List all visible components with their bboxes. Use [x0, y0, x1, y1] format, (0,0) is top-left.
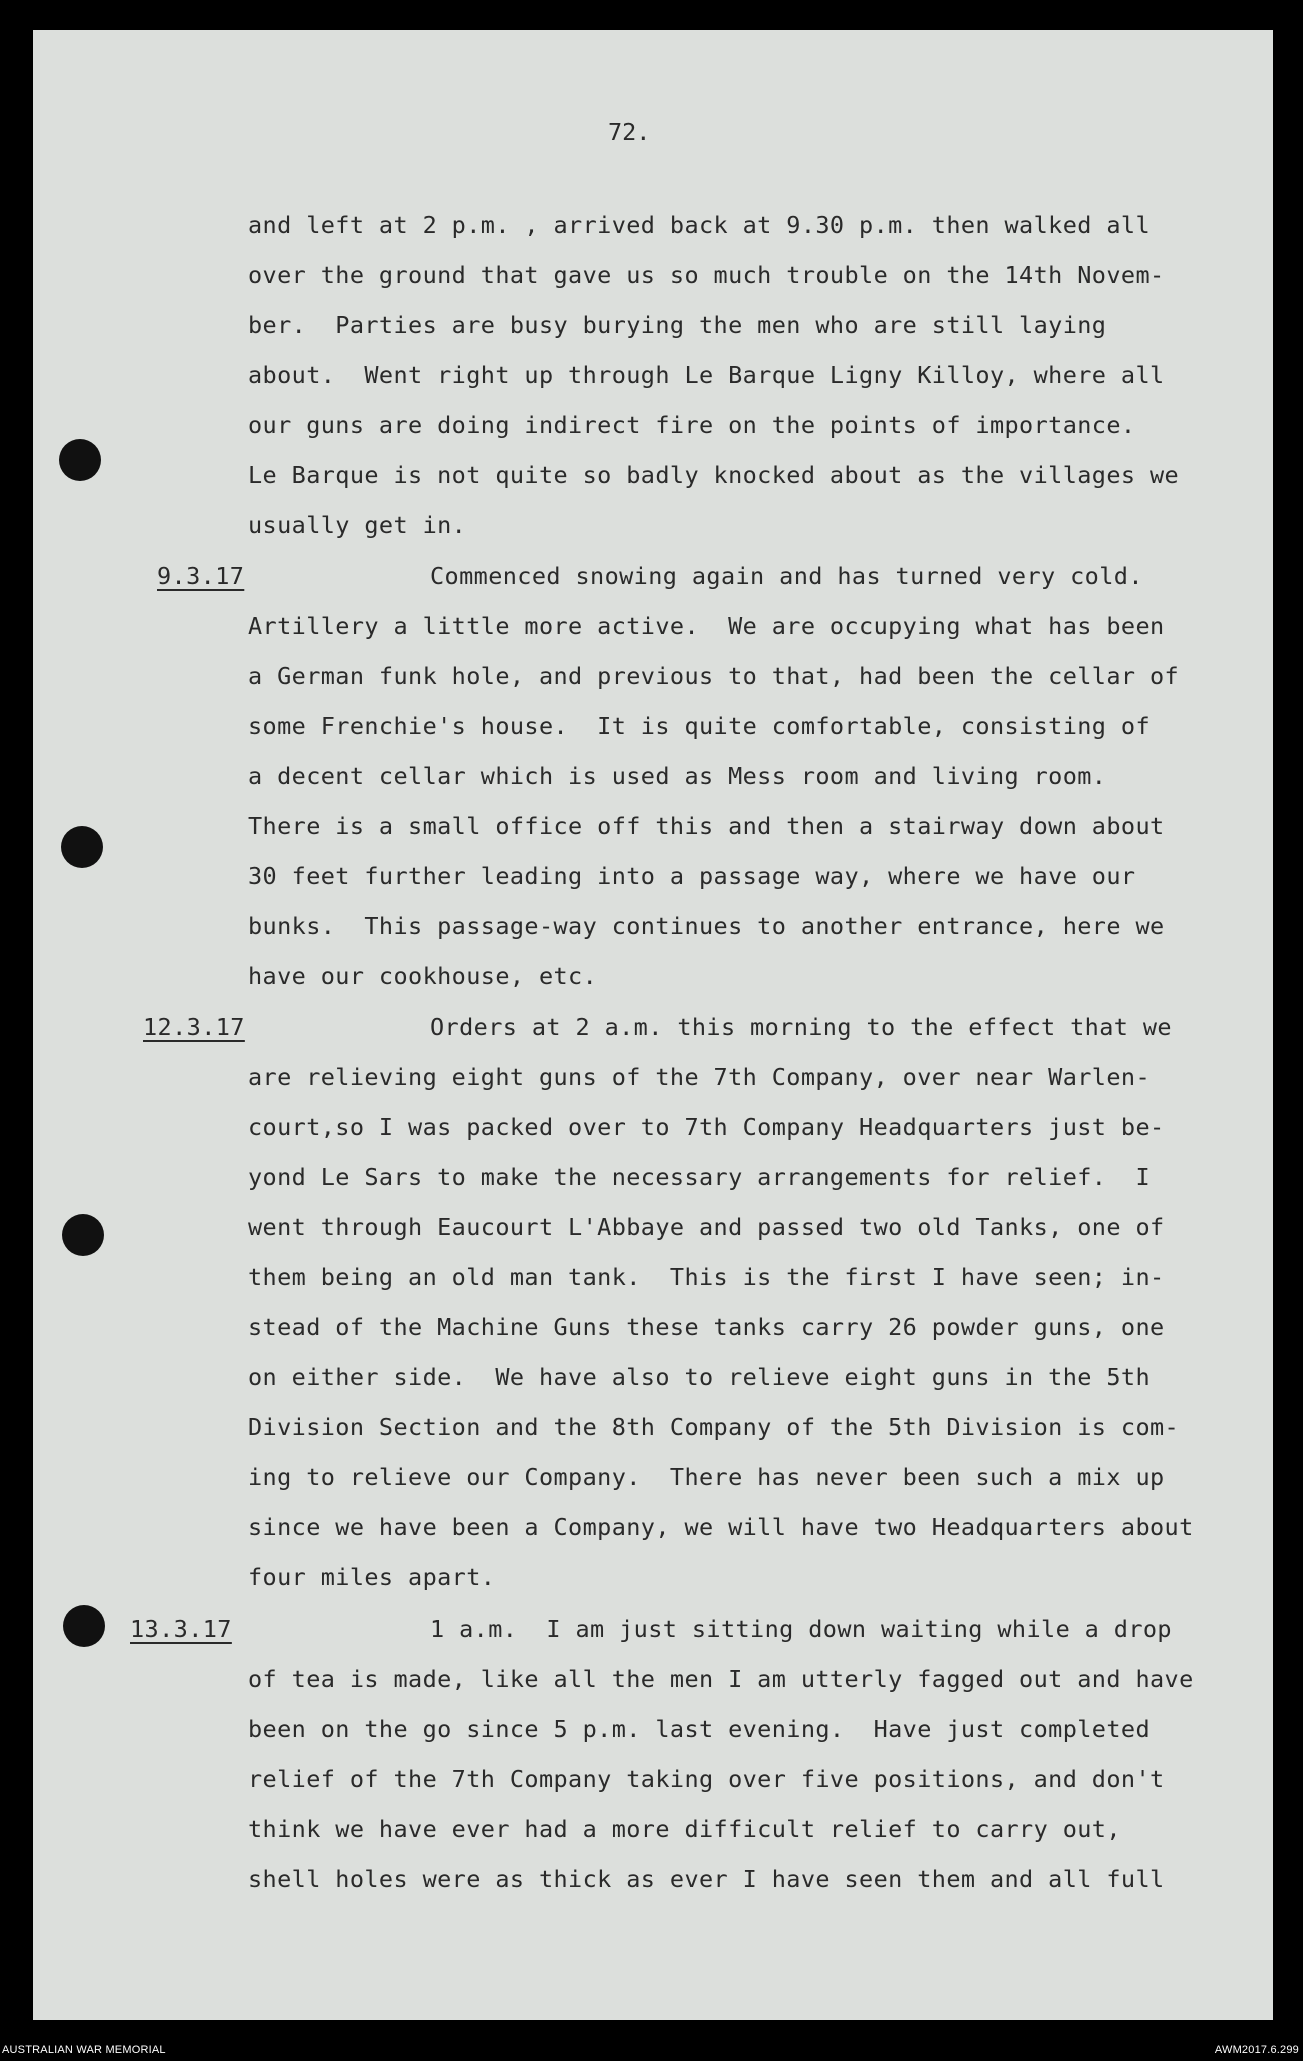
text-line: There is a small office off this and then a stairway down about — [248, 812, 1165, 840]
text-line: ing to relieve our Company. There has never been such a mix up — [248, 1463, 1165, 1491]
punch-hole-icon — [59, 439, 101, 481]
text-line: of tea is made, like all the men I am utterly fagged out and have — [248, 1665, 1194, 1693]
text-line: relief of the 7th Company taking over five positions, and don't — [248, 1765, 1165, 1793]
punch-hole-icon — [61, 826, 103, 868]
text-line: yond Le Sars to make the necessary arrangements for relief. I — [248, 1163, 1150, 1191]
text-line: our guns are doing indirect fire on the points of importance. — [248, 411, 1136, 439]
entry-date: 9.3.17 — [157, 562, 245, 590]
text-line: them being an old man tank. This is the first I have seen; in- — [248, 1263, 1165, 1291]
punch-hole-icon — [63, 1605, 105, 1647]
text-line: Commenced snowing again and has turned very cold. — [430, 562, 1143, 590]
text-line: on either side. We have also to relieve eight guns in the 5th — [248, 1363, 1150, 1391]
text-line: are relieving eight guns of the 7th Company, over near Warlen- — [248, 1063, 1150, 1091]
archive-reference: AWM2017.6.299 — [1214, 2044, 1299, 2056]
text-line: 30 feet further leading into a passage way, where we have our — [248, 862, 1136, 890]
text-line: 1 a.m. I am just sitting down waiting while a drop — [430, 1615, 1172, 1643]
text-line: bunks. This passage-way continues to another entrance, here we — [248, 912, 1165, 940]
text-line: stead of the Machine Guns these tanks carry 26 powder guns, one — [248, 1313, 1165, 1341]
text-line: some Frenchie's house. It is quite comfortable, consisting of — [248, 712, 1150, 740]
text-line: went through Eaucourt L'Abbaye and passed two old Tanks, one of — [248, 1213, 1165, 1241]
entry-date: 13.3.17 — [130, 1615, 232, 1643]
text-line: Division Section and the 8th Company of the 5th Division is com- — [248, 1413, 1180, 1441]
text-line: Orders at 2 a.m. this morning to the effect that we — [430, 1013, 1172, 1041]
page-number: 72. — [608, 118, 651, 146]
text-line: and left at 2 p.m. , arrived back at 9.30 p.m. then walked all — [248, 211, 1150, 239]
text-line: have our cookhouse, etc. — [248, 962, 598, 990]
text-line: shell holes were as thick as ever I have seen them and all full — [248, 1865, 1165, 1893]
text-line: a German funk hole, and previous to that, had been the cellar of — [248, 662, 1180, 690]
text-line: four miles apart. — [248, 1563, 496, 1591]
text-line: think we have ever had a more difficult relief to carry out, — [248, 1815, 1121, 1843]
entry-date: 12.3.17 — [143, 1013, 245, 1041]
text-line: been on the go since 5 p.m. last evening. Have just completed — [248, 1715, 1150, 1743]
text-line: ber. Parties are busy burying the men who are still laying — [248, 311, 1107, 339]
archive-credit: AUSTRALIAN WAR MEMORIAL — [2, 2044, 166, 2056]
text-line: over the ground that gave us so much trouble on the 14th Novem- — [248, 261, 1165, 289]
text-line: usually get in. — [248, 511, 467, 539]
text-line: about. Went right up through Le Barque Ligny Killoy, where all — [248, 361, 1165, 389]
text-line: since we have been a Company, we will have two Headquarters about — [248, 1513, 1194, 1541]
punch-hole-icon — [62, 1214, 104, 1256]
text-line: court,so I was packed over to 7th Company Headquarters just be- — [248, 1113, 1165, 1141]
text-line: a decent cellar which is used as Mess room and living room. — [248, 762, 1107, 790]
text-line: Artillery a little more active. We are occupying what has been — [248, 612, 1165, 640]
text-line: Le Barque is not quite so badly knocked about as the villages we — [248, 461, 1180, 489]
